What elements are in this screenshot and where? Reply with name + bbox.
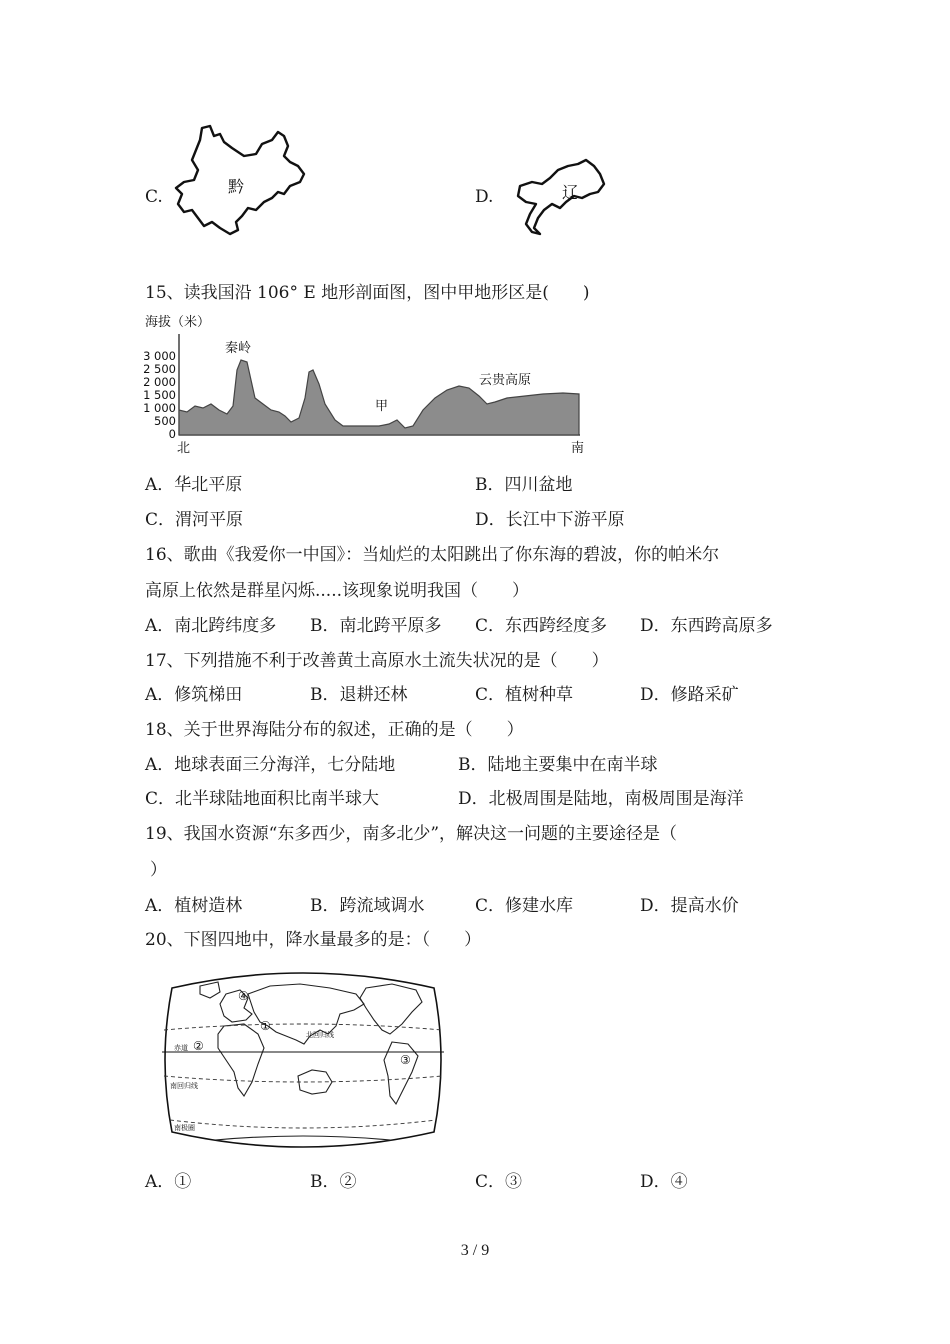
q19-option-d[interactable]: D．提高水价 (640, 896, 739, 916)
q18-option-b[interactable]: B．陆地主要集中在南半球 (458, 755, 658, 775)
q15-option-b[interactable]: B．四川盆地 (475, 475, 573, 495)
q18-stem: 18、关于世界海陆分布的叙述，正确的是（ ） (145, 720, 524, 740)
q20-world-map (160, 964, 446, 1156)
tick-2000: 2 000 (143, 375, 176, 389)
tick-3000: 3 000 (143, 349, 176, 363)
marker-3: ③ (400, 1053, 411, 1067)
q20-option-d[interactable]: D．④ (640, 1172, 688, 1192)
tick-1000: 1 000 (143, 401, 176, 415)
marker-4: ④ (238, 989, 249, 1003)
q17-option-a[interactable]: A．修筑梯田 (145, 685, 243, 705)
tropic-s-label: 南回归线 (170, 1082, 198, 1090)
label-south: 南 (571, 441, 585, 456)
liaoning-label: 辽 (562, 183, 579, 202)
terrain-profile-area (179, 360, 579, 435)
q16-option-c[interactable]: C．东西跨经度多 (475, 616, 608, 636)
guizhou-outline-map (172, 122, 312, 240)
liaoning-outline-map (512, 156, 612, 238)
q16-option-d[interactable]: D．东西跨高原多 (640, 616, 773, 636)
profile-ylabel: 海拔（米） (145, 315, 211, 330)
page-number: 3 / 9 (460, 1242, 490, 1259)
label-qinling: 秦岭 (225, 341, 252, 356)
label-yungui: 云贵高原 (479, 373, 532, 388)
q20-option-c[interactable]: C．③ (475, 1172, 523, 1192)
q15-option-d[interactable]: D．长江中下游平原 (475, 510, 625, 530)
label-north: 北 (177, 441, 191, 456)
equator-label: 赤道 (174, 1044, 188, 1052)
label-jia: 甲 (375, 399, 389, 414)
q19-option-b[interactable]: B．跨流域调水 (310, 896, 425, 916)
q18-option-a[interactable]: A．地球表面三分海洋，七分陆地 (145, 755, 396, 775)
q14-option-c-letter: C. (145, 187, 163, 207)
tick-1500: 1 500 (143, 388, 176, 402)
q15-profile-chart (143, 310, 593, 460)
q19-option-a[interactable]: A．植树造林 (145, 896, 243, 916)
q16-option-b[interactable]: B．南北跨平原多 (310, 616, 442, 636)
q19-stem-line1: 19、我国水资源“东多西少，南多北少”，解决这一问题的主要途径是（ (145, 824, 678, 844)
q14-option-d-letter: D. (475, 187, 494, 207)
q20-option-b[interactable]: B．② (310, 1172, 357, 1192)
q16-stem-line1: 16、歌曲《我爱你一中国》：当灿烂的太阳跳出了你东海的碧波，你的帕米尔 (145, 545, 720, 565)
tick-0: 0 (168, 427, 176, 441)
marker-1: ① (260, 1019, 271, 1033)
q20-option-a[interactable]: A．① (145, 1172, 192, 1192)
q17-stem: 17、下列措施不利于改善黄土高原水土流失状况的是（ ） (145, 651, 609, 671)
q18-option-c[interactable]: C．北半球陆地面积比南半球大 (145, 789, 380, 809)
q15-option-c[interactable]: C．渭河平原 (145, 510, 244, 530)
q16-stem-line2: 高原上依然是群星闪烁.....该现象说明我国（ ） (145, 581, 530, 601)
q17-option-d[interactable]: D．修路采矿 (640, 685, 739, 705)
tick-500: 500 (154, 414, 176, 428)
q19-option-c[interactable]: C．修建水库 (475, 896, 574, 916)
q17-option-c[interactable]: C．植树种草 (475, 685, 574, 705)
antarctic-label: 南极圈 (174, 1124, 195, 1132)
q15-stem: 15、读我国沿 106° E 地形剖面图，图中甲地形区是( ) (145, 283, 590, 303)
tropic-n-label: 北回归线 (306, 1031, 334, 1039)
q18-option-d[interactable]: D．北极周围是陆地，南极周围是海洋 (458, 789, 744, 809)
q14-figure-d (512, 156, 612, 238)
tick-2500: 2 500 (143, 362, 176, 376)
marker-2: ② (193, 1039, 204, 1053)
q17-option-b[interactable]: B．退耕还林 (310, 685, 408, 705)
q16-option-a[interactable]: A．南北跨纬度多 (145, 616, 277, 636)
guizhou-label: 黔 (228, 177, 245, 196)
q20-stem: 20、下图四地中，降水量最多的是：（ ） (145, 930, 482, 950)
q19-stem-line2: ） (150, 860, 167, 880)
q15-option-a[interactable]: A．华北平原 (145, 475, 243, 495)
q14-figure-c (172, 122, 312, 240)
